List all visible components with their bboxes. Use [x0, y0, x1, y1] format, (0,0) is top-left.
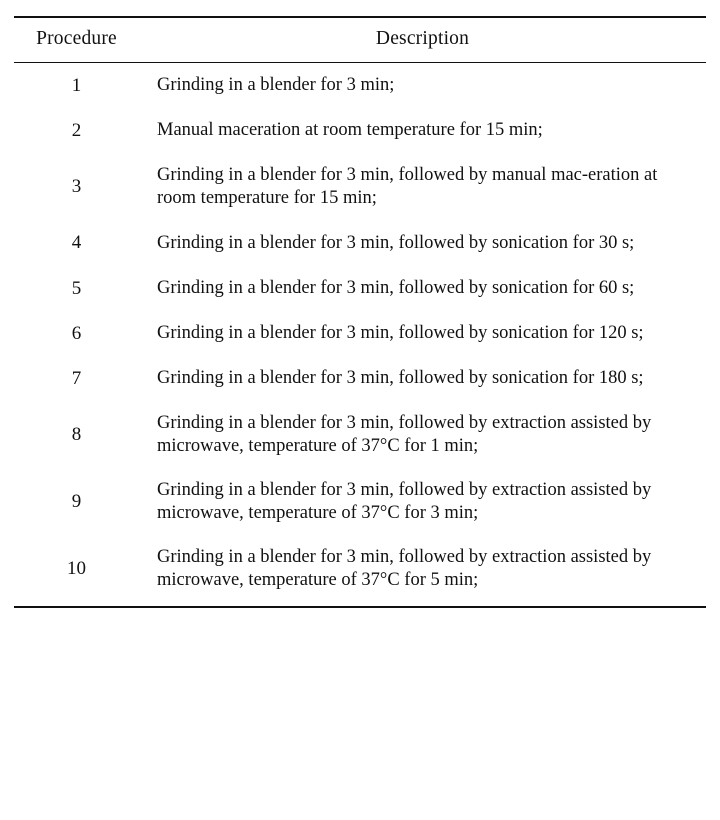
cell-procedure: 10 [14, 535, 139, 606]
cell-description: Grinding in a blender for 3 min, followed by extraction assisted by microwave, temperature of 37°C for 5 min; [139, 535, 706, 606]
cell-description: Grinding in a blender for 3 min, followed by sonication for 120 s; [157, 323, 644, 344]
cell-description: Grinding in a blender for 3 min, followed by sonication for 180 s; [157, 368, 644, 389]
cell-description: Grinding in a blender for 3 min, followed by sonication for 60 s; [157, 277, 635, 298]
table-row [14, 401, 706, 468]
cell-description: Grinding in a blender for 3 min; [157, 75, 395, 96]
table-row [14, 311, 706, 356]
column-header-procedure: Procedure [14, 17, 139, 63]
cell-procedure: 5 [71, 277, 82, 299]
table-header [14, 17, 706, 63]
table-row [14, 468, 706, 535]
table-row [14, 63, 706, 109]
cell-procedure: 2 [71, 120, 82, 142]
column-header-description: Description [139, 17, 706, 63]
cell-description: Grinding in a blender for 3 min, followed by extraction assisted by microwave, temperature of 37°C for 1 min; [157, 413, 652, 456]
cell-description: Grinding in a blender for 3 min, followed by manual mac-eration at room temperature for 15 min; [157, 165, 658, 208]
table-row [14, 108, 706, 153]
cell-procedure: 1 [71, 75, 82, 96]
cell-procedure: 8 [71, 424, 82, 446]
cell-procedure: 3 [71, 176, 82, 198]
cell-description: Grinding in a blender for 3 min, followed by extraction assisted by microwave, temperature of 37°C for 3 min; [157, 480, 652, 523]
table-row [14, 220, 706, 265]
table-row [14, 153, 706, 220]
table-header-row [14, 17, 706, 63]
procedures-table [14, 16, 706, 608]
cell-procedure: 6 [71, 322, 82, 344]
cell-procedure: 4 [71, 232, 82, 254]
table-body [14, 63, 706, 607]
bottom-spacer [14, 608, 706, 820]
cell-procedure: 9 [71, 491, 82, 513]
cell-description: Grinding in a blender for 3 min, followed by sonication for 30 s; [157, 232, 635, 253]
table-row [14, 266, 706, 311]
cell-procedure: 7 [71, 367, 82, 389]
table-row [14, 535, 706, 606]
cell-description: Manual maceration at room temperature for 15 min; [157, 120, 543, 141]
table-row [14, 356, 706, 401]
